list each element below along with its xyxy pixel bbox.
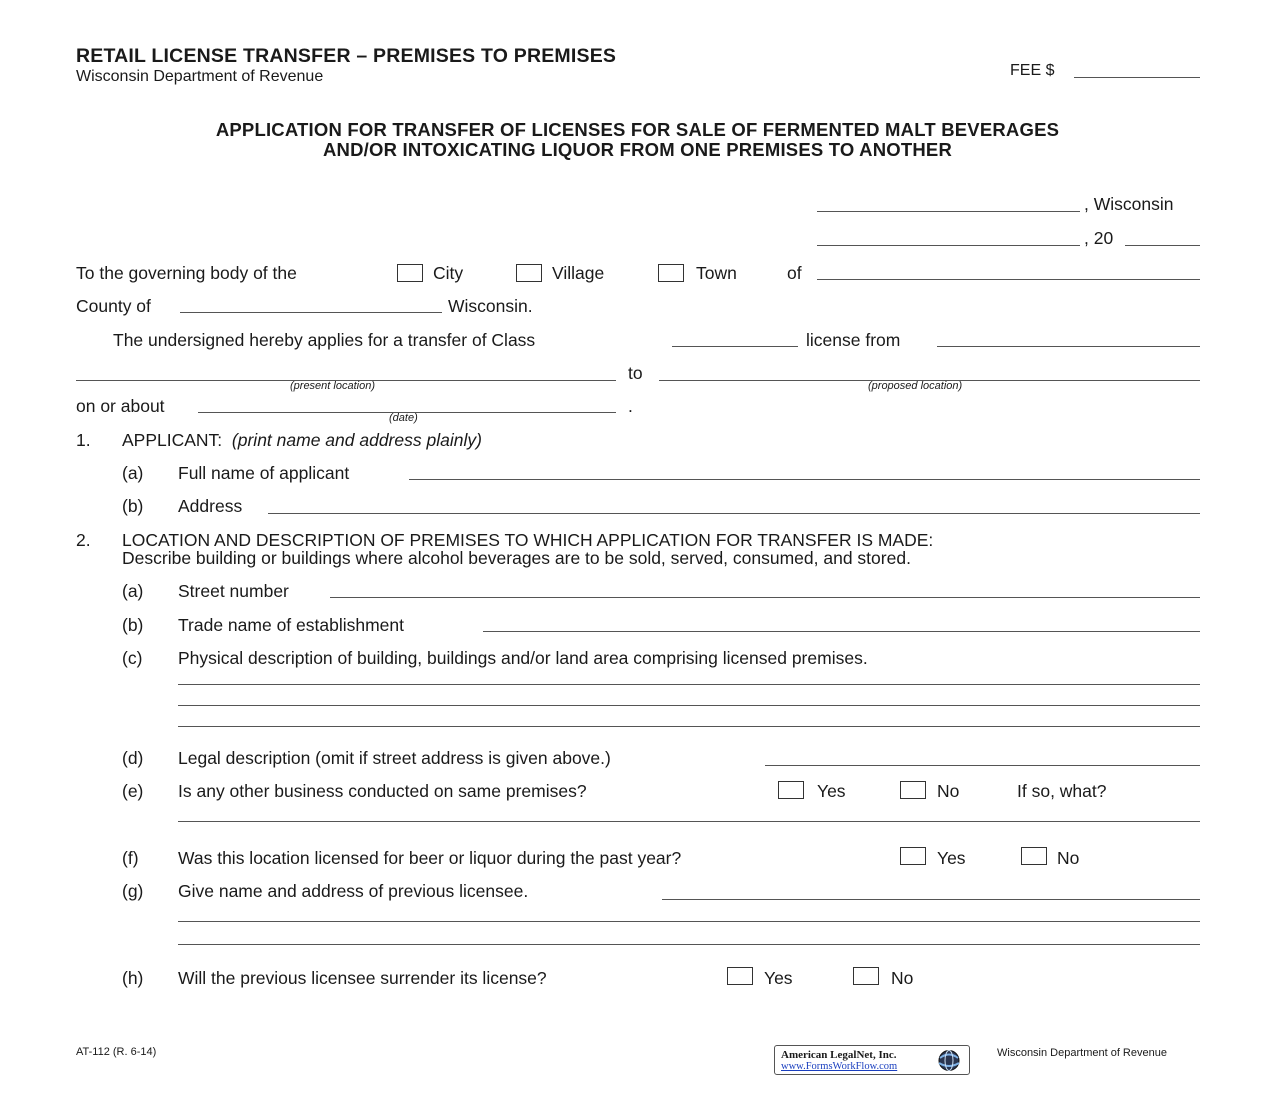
item-letter: (a)	[122, 463, 144, 483]
form-title: RETAIL LICENSE TRANSFER – PREMISES TO PREMISES	[76, 45, 617, 67]
department-name: Wisconsin Department of Revenue	[76, 68, 324, 85]
surrender-no-checkbox[interactable]	[853, 967, 879, 985]
item-letter: (h)	[122, 968, 144, 988]
place-field[interactable]	[817, 211, 1080, 212]
other-business-question: Is any other business conducted on same premises?	[178, 781, 587, 801]
section2-subtitle: Describe building or buildings where alcohol beverages are to be sold, served, consumed, and stored.	[122, 548, 911, 568]
application-heading-line1: APPLICATION FOR TRANSFER OF LICENSES FOR SALE OF FERMENTED MALT BEVERAGES	[215, 119, 1060, 140]
governing-body-label: To the governing body of the	[76, 263, 297, 283]
surrender-license-question: Will the previous licensee surrender its license?	[178, 968, 547, 988]
physical-description-label: Physical description of building, buildings and/or land area comprising licensed premises.	[178, 648, 868, 668]
physical-description-field-3[interactable]	[178, 726, 1200, 727]
licensed-past-year-question: Was this location licensed for beer or liquor during the past year?	[178, 848, 682, 868]
city-checkbox[interactable]	[397, 264, 423, 282]
item-letter: (f)	[122, 848, 139, 868]
town-checkbox[interactable]	[658, 264, 684, 282]
fee-field[interactable]	[1074, 77, 1200, 78]
county-label: County of	[76, 296, 151, 316]
section2-number: 2.	[76, 530, 91, 550]
surrender-no-label: No	[891, 968, 914, 988]
publisher-logo[interactable]	[774, 1045, 970, 1075]
logo-company: American LegalNet, Inc.	[781, 1049, 897, 1061]
item-letter: (e)	[122, 781, 144, 801]
licensed-past-year-no-checkbox[interactable]	[1021, 847, 1047, 865]
item-letter: (a)	[122, 581, 144, 601]
date-caption: (date)	[389, 412, 418, 424]
legal-description-field[interactable]	[765, 765, 1200, 766]
license-from-field[interactable]	[937, 346, 1200, 347]
trade-name-label: Trade name of establishment	[178, 615, 404, 635]
globe-icon	[933, 1049, 965, 1072]
application-heading-line2: AND/OR INTOXICATING LIQUOR FROM ONE PREMISES TO ANOTHER	[322, 139, 953, 160]
applicant-note: (print name and address plainly)	[231, 430, 482, 450]
county-field[interactable]	[180, 312, 442, 313]
previous-licensee-field-1[interactable]	[662, 899, 1200, 900]
transfer-statement: The undersigned hereby applies for a transfer of Class	[113, 330, 536, 350]
form-id: AT-112 (R. 6-14)	[76, 1046, 157, 1058]
county-suffix: Wisconsin.	[448, 296, 533, 316]
year-field[interactable]	[1125, 245, 1200, 246]
fee-label: FEE $	[1010, 62, 1055, 79]
of-label: of	[787, 263, 802, 283]
other-business-field[interactable]	[178, 821, 1200, 822]
applicant-name-label: Full name of applicant	[178, 463, 350, 483]
applicant-name-field[interactable]	[409, 479, 1200, 480]
present-location-caption: (present location)	[290, 380, 375, 392]
previous-licensee-field-2[interactable]	[178, 921, 1200, 922]
previous-licensee-label: Give name and address of previous licensee.	[178, 881, 529, 901]
other-business-yes-checkbox[interactable]	[778, 781, 804, 799]
footer-department: Wisconsin Department of Revenue	[997, 1047, 1167, 1059]
village-checkbox[interactable]	[516, 264, 542, 282]
other-business-yes-label: Yes	[817, 781, 846, 801]
on-or-about-label: on or about	[76, 396, 165, 416]
item-letter: (g)	[122, 881, 144, 901]
item-letter: (b)	[122, 496, 144, 516]
street-number-label: Street number	[178, 581, 289, 601]
physical-description-field-2[interactable]	[178, 705, 1200, 706]
other-business-no-checkbox[interactable]	[900, 781, 926, 799]
applicant-address-label: Address	[178, 496, 243, 516]
year-prefix: , 20	[1084, 228, 1114, 248]
item-letter: (d)	[122, 748, 144, 768]
town-label: Town	[696, 263, 737, 283]
physical-description-field-1[interactable]	[178, 684, 1200, 685]
applicant-address-field[interactable]	[268, 513, 1200, 514]
proposed-location-caption: (proposed location)	[868, 380, 963, 392]
trade-name-field[interactable]	[483, 631, 1200, 632]
surrender-yes-label: Yes	[764, 968, 793, 988]
legal-description-label: Legal description (omit if street address is given above.)	[178, 748, 611, 768]
period: .	[628, 396, 633, 416]
municipality-field[interactable]	[817, 279, 1200, 280]
village-label: Village	[552, 263, 605, 283]
logo-url[interactable]: www.FormsWorkFlow.com	[781, 1061, 898, 1072]
section1-number: 1.	[76, 430, 91, 450]
to-label: to	[628, 363, 643, 383]
date-field[interactable]	[817, 245, 1080, 246]
if-so-what-label: If so, what?	[1017, 781, 1107, 801]
section1-title	[122, 430, 482, 451]
surrender-yes-checkbox[interactable]	[727, 967, 753, 985]
section2-title: LOCATION AND DESCRIPTION OF PREMISES TO WHICH APPLICATION FOR TRANSFER IS MADE:	[122, 530, 934, 550]
applicant-heading: APPLICANT:	[122, 430, 223, 450]
class-field[interactable]	[672, 346, 798, 347]
license-from-label: license from	[806, 330, 901, 350]
licensed-past-year-no-label: No	[1057, 848, 1080, 868]
item-letter: (b)	[122, 615, 144, 635]
previous-licensee-field-3[interactable]	[178, 944, 1200, 945]
street-number-field[interactable]	[330, 597, 1200, 598]
item-letter: (c)	[122, 648, 143, 668]
licensed-past-year-yes-checkbox[interactable]	[900, 847, 926, 865]
other-business-no-label: No	[937, 781, 960, 801]
licensed-past-year-yes-label: Yes	[937, 848, 966, 868]
wisconsin-suffix: , Wisconsin	[1084, 194, 1174, 214]
city-label: City	[433, 263, 464, 283]
